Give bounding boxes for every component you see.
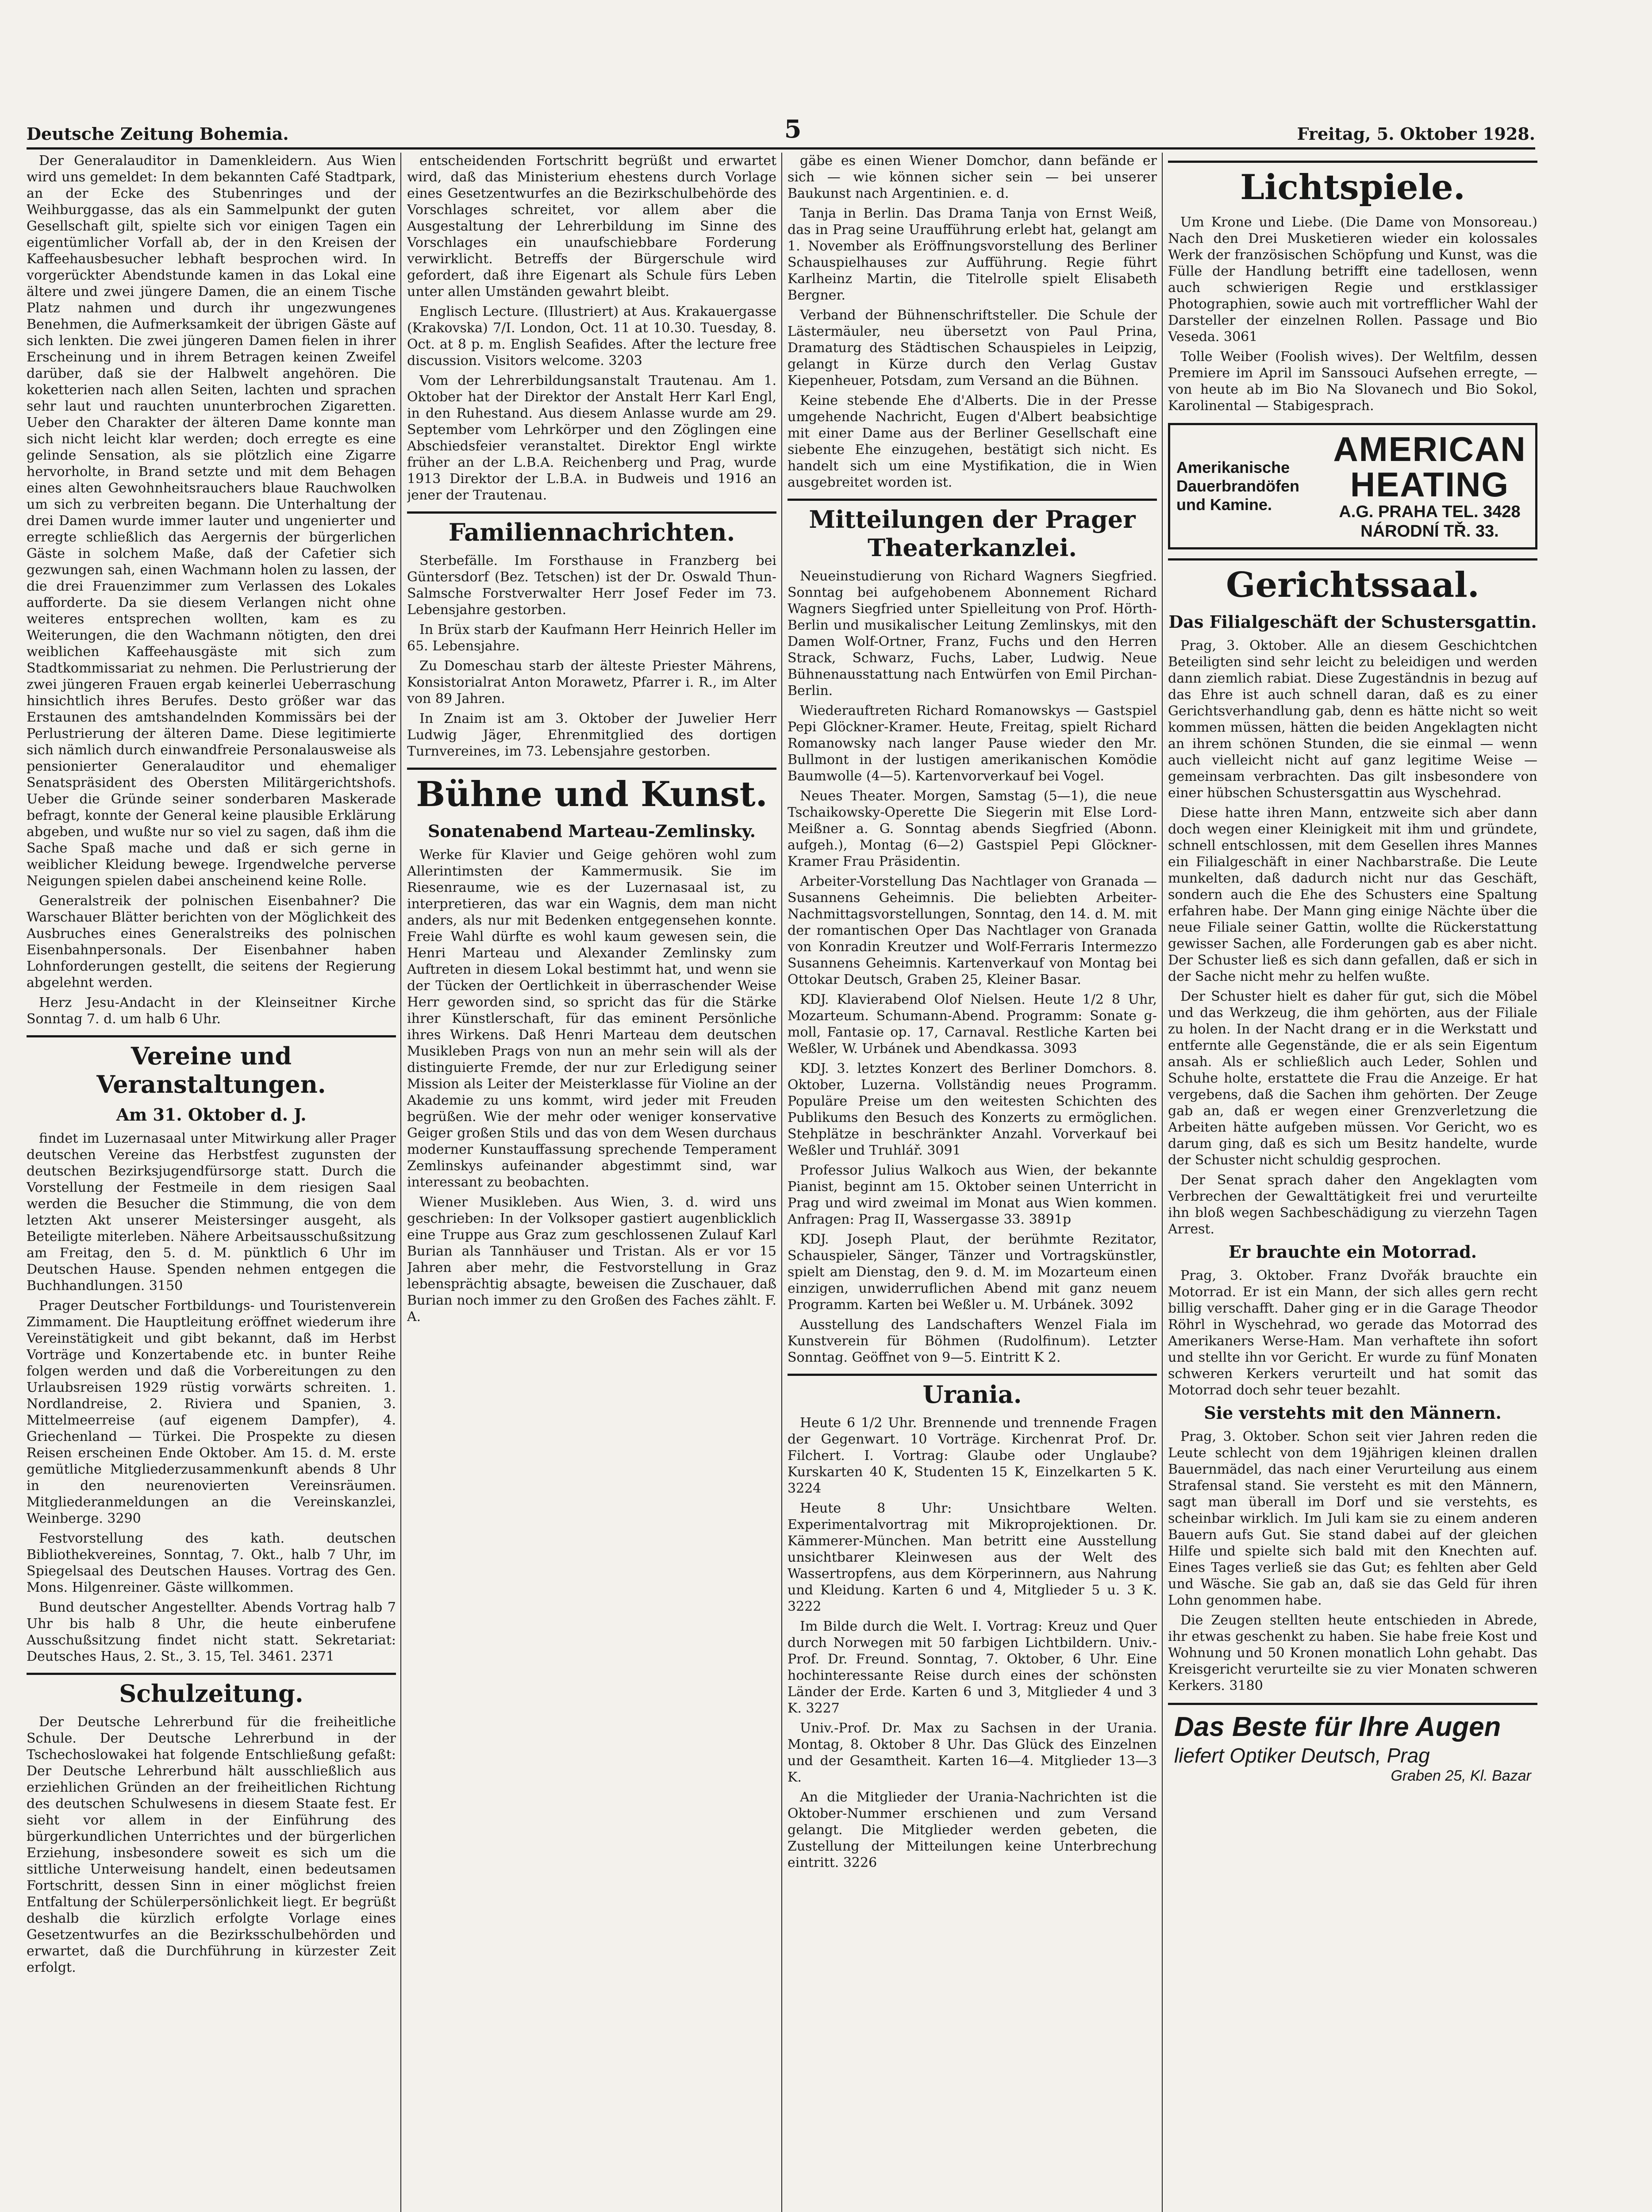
column-divider bbox=[400, 153, 401, 2212]
article-domchor-konzert: KDJ. 3. letztes Konzert des Berliner Domchors. 8. Oktober, Luzerna. Vollständig neues Programm. Populäre Preise um den weitesten Schichten des Publikums den Besuch des Konzerts zu ermöglichen. Stehplätze in beschränkter Anzahl. Vorverkauf bei Weßler und Truhlář. 3091 bbox=[788, 1061, 1157, 1158]
section-heading-lichtspiele: Lichtspiele. bbox=[1168, 161, 1537, 208]
article-fortbildungsverein: Prager Deutscher Fortbildungs- und Touristenverein Zimmament. Die Hauptleitung eröffnet wiederum ihre Vereinstätigkeit und gibt bekannt, daß im Herbst Vorträge und Konzertabende etc. in bunter Reihe folgen werden und daß die Vorbereitungen zu den Urlaubsreisen 1929 rüstig vorwärts schreiten. 1. Nordlandreise, 2. Riviera und Spanien, 3. Mittelmeerreise (auf eigenem Dampfer), 4. Griechenland — Türkei. Die Prospekte zu diesen Reisen erscheinen Ende Oktober. Am 15. d. M. erste gemütliche Mitgliederzusammenkunft abends 8 Uhr in den neurenovierten Vereinsräumen. Mitgliederanmeldungen an die Vereinskanzlei, Weinberge. 3290 bbox=[27, 1298, 396, 1526]
subheading-sonatenabend: Sonatenabend Marteau-Zemlinsky. bbox=[428, 821, 756, 841]
ad-optiker-headline: Das Beste für Ihre Augen bbox=[1174, 1712, 1501, 1742]
article-lehrerbund: Der Deutsche Lehrerbund für die freiheitliche Schule. Der Deutsche Lehrerbund in der Tschechoslowakei hat folgende Entschließung gefaßt: Der Deutsche Lehrerbund hält ausschließlich aus erziehlichen Gründen an der freiheitlichen Richtung des deutschen Schulwesens in diesem Staate fest. Er sieht vor allem in der Einführung des bürgerkundlichen Unterrichtes und der bürgerlichen Erziehung, insbesondere soweit es sich um die sittliche Unterweisung handelt, einen bedeutsamen Fortschritt, dessen Sinn in einer möglichst freien Entfaltung der Schülerpersönlichkeit liegt. Er begrüßt deshalb die kürzlich erfolgte Vorlage eines Gesetzentwurfes an die Bezirksschulbehörden und erwartet, daß die Durchführung in kürzester Zeit erfolgt. bbox=[27, 1714, 396, 1975]
section-heading-schulzeitung: Schulzeitung. bbox=[27, 1673, 396, 1708]
notice-andacht: Herz Jesu-Andacht in der Kleinseitner Kirche Sonntag 7. d. um halb 6 Uhr. bbox=[27, 995, 396, 1027]
subheading-filialgeschaeft: Das Filialgeschäft der Schustersgattin. bbox=[1168, 612, 1537, 632]
article-domchor-cont: gäbe es einen Wiener Domchor, dann befände er sich — wie können sicher sein — bei unserer Baukunst nach Argentinien. e. d. bbox=[788, 153, 1157, 201]
article-urania-norwegen: Im Bilde durch die Welt. I. Vortrag: Kreuz und Quer durch Norwegen mit 50 farbigen Lichtbildern. Univ.-Prof. Dr. Freund. Sonntag, 7. Oktober, 6 Uhr. Eine hochinteressante Reise durch eines der schönsten Länder der Erde. Karten 6 und 3, Mitglieder 4 und 3 K. 3227 bbox=[788, 1619, 1157, 1716]
article-klavierabend: KDJ. Klavierabend Olof Nielsen. Heute 1/2 8 Uhr, Mozarteum. Schumann-Abend. Programm: Sonate g-moll, Fantasie op. 17, Carnaval. Restliche Karten bei Weßler, W. Urbánek und Abendkassa. 3093 bbox=[788, 992, 1157, 1056]
ad-optiker-address: Graben 25, Kl. Bazar bbox=[1391, 1767, 1531, 1784]
article-sterbefall-domeschau: Zu Domeschau starb der älteste Priester Mährens, Konsistorialrat Anton Morawetz, Pfarrer i. R., im Alter von 89 Jahren. bbox=[407, 658, 776, 707]
ad-optiker-name: liefert Optiker Deutsch, Prag bbox=[1174, 1744, 1430, 1767]
article-tanja: Tanja in Berlin. Das Drama Tanja von Ernst Weiß, das in Prag seine Uraufführung erlebt hat, gelangt am 1. November als Eröffnungsvorstellung des Berliner Schauspielhauses zur Aufführung. Regie führt Karlheinz Martin, die Titelrolle spielt Elisabeth Bergner. bbox=[788, 206, 1157, 303]
article-urania-welten: Heute 8 Uhr: Unsichtbare Welten. Experimentalvortrag mit Mikroprojektionen. Dr. Kämmerer-München. Man betritt eine Ausstellung unsichtbarer Kleinwesen aus der Welt des Wassertropfens, aus dem Körperinnern, aus Nahrung und Kleidung. Karten 6 und 4, Mitglieder 5 u. 3 K. 3222 bbox=[788, 1501, 1157, 1614]
ad-address-line-2: NÁRODNÍ TŘ. 33. bbox=[1360, 522, 1499, 541]
advertisement-optiker-deutsch bbox=[1168, 1703, 1537, 1790]
article-siegfried: Neueinstudierung von Richard Wagners Siegfried. Sonntag bei aufgehobenem Abonnement Richard Wagners Siegfried unter Spielleitung von Prof. Hörth-Berlin und musikalischer Leitung Zemlinskys, mit den Damen Wolf-Ortner, Franz, Fuchs und den Herren Strack, Schwarz, Fuchs, Laber, Ludwig. Neue Bühnenausstattung nach Entwürfen von Emil Pirchan-Berlin. bbox=[788, 568, 1157, 699]
article-maennern-2: Die Zeugen stellten heute entschieden in Abrede, ihr etwas geschenkt zu haben. Sie habe freie Kost und Wohnung und 50 Kronen monatlich Lohn gehabt. Das Kreisgericht verurteilte sie zu vier Monaten schweren Kerkers. 3180 bbox=[1168, 1613, 1537, 1694]
article-sterbefaelle: Sterbefälle. Im Forsthause in Franzberg bei Güntersdorf (Bez. Tetschen) ist der Dr. Oswald Thun-Salmsche Forstverwalter Herr Josef Feder im 73. Lebensjahre gestorben. bbox=[407, 553, 776, 618]
column-3 bbox=[788, 153, 1157, 2212]
article-tolle-weiber: Tolle Weiber (Foolish wives). Der Weltfilm, dessen Premiere im April im Sanssouci Aufsehen erregte, — von heute ab im Bio Na Slovanech und Bio Sokol, Karolinental — Stabigesprach. bbox=[1168, 349, 1537, 414]
article-fiala: Ausstellung des Landschafters Wenzel Fiala im Kunstverein für Böhmen (Rudolfinum). Letzter Sonntag. Geöffnet von 9—5. Eintritt K 2. bbox=[788, 1317, 1157, 1365]
article-arbeiter-vorstellung: Arbeiter-Vorstellung Das Nachtlager von Granada — Susannens Geheimnis. Die beliebten Arbeiter-Nachmittagsvorstellungen, Sonntag, den 14. d. M. mit der romantischen Oper Das Nachtlager von Granada von Konradin Kreutzer und Wolf-Ferraris Intermezzo Susannens Geheimnis. Kartenverkauf von Montag bei Ottokar Deutsch, Graben 25, Kleiner Basar. bbox=[788, 874, 1157, 987]
ad-tagline: Amerikanische Dauerbrandöfen und Kamine. bbox=[1176, 458, 1300, 514]
article-dalbert: Keine stebende Ehe d'Alberts. Die in der Presse umgehende Nachricht, Eugen d'Albert beabsichtige mit einer Dame aus der Berliner Gesellschaft eine siebente Ehe einzugehen, bestätigt sich nicht. Es handelt sich um eine Mystifikation, die in Wien ausgebreitet worden ist. bbox=[788, 393, 1157, 490]
section-heading-urania: Urania. bbox=[788, 1374, 1157, 1409]
article-urania-nachrichten: An die Mitglieder der Urania-Nachrichten ist die Oktober-Nummer erschienen und zum Versand gelangt. Die Mitglieder werden gebeten, die Zustellung der Mitteilungen keine Unterbrechung eintritt. 3226 bbox=[788, 1790, 1157, 1870]
article-filialgeschaeft-4: Der Senat sprach daher den Angeklagten vom Verbrechen der Gewalttätigkeit frei und verurteilte ihn bloß wegen Sachbeschädigung zu vierzehn Tagen Arrest. bbox=[1168, 1172, 1537, 1237]
article-lehrerbund-cont: entscheidenden Fortschritt begrüßt und erwartet wird, daß das Ministerium ehestens durch Vorlage eines Gesetzentwurfes an die Bezirkschulbehörde des Vorschlages schreitet, vor allem aber die Ausgestaltung der Lehrerbildung im Sinne des Vorschlages ein unaufschiebbare Forderung verwirklicht. Betreffs der Bürgerschule wird gefordert, daß ihre Eigenart als Schule fürs Leben unter allen Umständen gewahrt bleibt. bbox=[407, 153, 776, 300]
article-krone-liebe: Um Krone und Liebe. (Die Dame von Monsoreau.) Nach den Drei Musketieren wieder ein kolossales Werk der französischen Schöpfung und Kunst, was die Fülle der Handlung betrifft eine tadellosen, wenn auch schwierigen Regie und erstklassiger Photographien, sowie auch mit vortrefflicher Wahl der Darsteller der einzelnen Rollen. Passage und Bio Veseda. 3061 bbox=[1168, 215, 1537, 345]
ad-brand-block bbox=[1330, 431, 1529, 541]
article-motorrad: Prag, 3. Oktober. Franz Dvořák brauchte ein Motorrad. Er ist ein Mann, der sich alles gern recht billig verschafft. Daher ging er in die Garage Theodor Röhrl in Wyschehrad, wo gerade das Motorrad des Amerikaners Werse-Ham. Man verhaftete ihn sofort und stellte ihn vor Gericht. Er wurde zu fünf Monaten schweren Kerkers verurteilt und hat somit das Motorrad doch sehr teuer bezahlt. bbox=[1168, 1268, 1537, 1398]
article-wiener-musikleben: Wiener Musikleben. Aus Wien, 3. d. wird uns geschrieben: In der Volksoper gastiert augenblicklich eine Truppe aus Graz zum geschlossenen Zulauf Karl Burian als Tannhäuser und Tristan. Als er vor 15 Jahren aber mehr, die Festvorstellung in Graz lebensprächtig absagte, beweisen die Zuschauer, daß Burian noch immer zu den Großen des Faches zählt. F. A. bbox=[407, 1194, 776, 1325]
article-maennern-1: Prag, 3. Oktober. Schon seit vier Jahren reden die Leute schlecht von dem 19jährigen kleinen drallen Bauernmädel, das nach einer Verurteilung aus einem Strafensal stand. Sie versteht es mit den Männern, sagt man überall im Dorf und sie verstehts, es scheinbar wirklich. Im Juli kam sie zu einem anderen Bauern aufs Gut. Sie stand dabei auf der gleichen Hilfe und spielte sich bald mit den Knechten auf. Eines Tages verließ sie das Gut; es fehlten aber Geld und Wäsche. Sie gab an, daß sie das Geld für ihren Lohn genommen habe. bbox=[1168, 1429, 1537, 1608]
article-filialgeschaeft-2: Diese hatte ihren Mann, entzweite sich aber dann doch wegen einer Kleinigkeit mit ihm und gründete, schnell entschlossen, mit dem Gesellen ihres Mannes ein Filialgeschäft in einer Nachbarstraße. Die Leute munkelten, daß dadurch nicht nur das Geschäft, sondern auch die Ehe des Schusters eine Spaltung erfahren habe. Der Mann ging einige Nächte über die neue Filiale seiner Gattin, wollte die Rückerstattung gewisser Sachen, alle Forderungen gab es aber nicht. Der Schuster ließ es sich dann gefallen, daß er sich in der Sache nicht mehr zu helfen wußte. bbox=[1168, 805, 1537, 984]
article-sonatenabend: Werke für Klavier und Geige gehören wohl zum Allerintimsten der Kammermusik. Sie im Riesenraume, wie es der Luzernasaal ist, zu interpretieren, das war ein Wagnis, dem man nicht anders, als nur mit Bedenken entgegensehen konnte. Freie Wahl dürfte es wohl kaum gewesen sein, die Henri Marteau und Alexander Zemlinsky zum Auftreten in diesem Lokal bestimmt hat, und wenn sie der Tücken der Oertlichkeit in überraschender Weise Herr geworden sind, so spricht das für die Stärke ihrer Künstlerschaft, für das eminent Persönliche ihres Wirkens. Daß Henri Marteau dem deutschen Musikleben Prags von nun an mehr sein will als der distinguierte Fremde, der nur zur Erledigung seiner Mission als Leiter der Meisterklasse für Violine an der Akademie zu uns kommt, wird jeder mit Freuden begrüßen. Wie der mehr oder weniger konservative Geiger großen Stils und das von dem Wesen durchaus moderner Kunstauffassung sprechende Temperament Zemlinskys aufeinander abgestimmt sind, war interessant zu beobachten. bbox=[407, 847, 776, 1190]
section-heading-buehne-kunst: Bühne und Kunst. bbox=[407, 768, 776, 815]
article-filialgeschaeft-1: Prag, 3. Oktober. Alle an diesem Geschichtchen Beteiligten sind sehr leicht zu beleidigen und werden dann ziemlich rabiat. Diese Zugeständnis in bezug auf das Ehre ist auch schnell daran, daß es zu einer Gerichtsverhandlung gab, denn es hätte nicht so weit kommen müssen, hätten die beiden Angeklagten nicht an ihrem schönen Stunden, die sie einmal — wenn auch vielleicht nicht auf ganz legitime Weise — gemeinsam verbrachten. Das gilt insbesondere von einer hübschen Schustersgattin aus Wyschehrad. bbox=[1168, 638, 1537, 801]
column-4 bbox=[1168, 153, 1537, 2212]
subheading-maennern: Sie verstehts mit den Männern. bbox=[1204, 1403, 1502, 1423]
article-herbstfest: findet im Luzernasaal unter Mitwirkung aller Prager deutschen Vereine das Herbstfest zugunsten der deutschen Bezirksjugendfürsorge statt. Durch die Vorstellung der Festmeile in dem riesigen Saal werden die Besucher die Stimmung, die von dem letzten Akt unserer Meistersinger ausgeht, als Beteiligte miterleben. Nähere Arbeitsausschußsitzung am Freitag, den 5. d. M. pünktlich 6 Uhr im Deutschen Hause. Spenden nehmen entgegen die Buchhandlungen. 3150 bbox=[27, 1131, 396, 1294]
article-angestellter: Bund deutscher Angestellter. Abends Vortrag halb 7 Uhr bis halb 8 Uhr, die heute einberufene Ausschußsitzung findet nicht statt. Sekretariat: Deutsches Haus, 2. St., 3. 15, Tel. 3461. 2371 bbox=[27, 1600, 396, 1664]
ad-address-line-1: A.G. PRAHA TEL. 3428 bbox=[1339, 503, 1521, 521]
article-walkoch: Professor Julius Walkoch aus Wien, der bekannte Pianist, beginnt am 15. Oktober seinen Unterricht in Prag und wird zweimal im Monat aus Wien kommen. Anfragen: Prag II, Wassergasse 33. 3891p bbox=[788, 1163, 1157, 1227]
article-urania-sachsen: Univ.-Prof. Dr. Max zu Sachsen in der Urania. Montag, 8. Oktober 8 Uhr. Das Glück des Einzelnen und der Gesamtheit. Karten 16—4. Mitglieder 13—3 K. bbox=[788, 1720, 1157, 1785]
column-1 bbox=[27, 153, 396, 2212]
subheading-motorrad: Er brauchte ein Motorrad. bbox=[1228, 1242, 1477, 1262]
masthead bbox=[27, 113, 1535, 150]
page-number: 5 bbox=[784, 115, 802, 144]
section-heading-theaterkanzlei: Mitteilungen der Prager Theaterkanzlei. bbox=[788, 499, 1157, 562]
column-2 bbox=[407, 153, 776, 2212]
article-bibliothekverein: Festvorstellung des kath. deutschen Bibliothekvereines, Sonntag, 7. Okt., halb 7 Uhr, im Spiegelsaal des Deutschen Hauses. Vortrag des Gen. Mons. Hilgenreiner. Gäste willkommen. bbox=[27, 1531, 396, 1595]
issue-date: Freitag, 5. Oktober 1928. bbox=[1297, 124, 1535, 144]
article-english-lecture: Englisch Lecture. (Illustriert) at Aus. Krakauergasse (Krakovska) 7/I. London, Oct. 11 at 10.30. Tuesday, 8. Oct. at 8 p. m. English Seafides. After the lecture free discussion. Visitors welcome. 3203 bbox=[407, 304, 776, 369]
column-divider bbox=[1162, 153, 1163, 2212]
newspaper-name: Deutsche Zeitung Bohemia. bbox=[27, 124, 289, 144]
article-buehnenschriftsteller: Verband der Bühnenschriftsteller. Die Schule der Lästermäuler, neu übersetzt von Paul Prina, Dramaturg des Städtischen Schauspieles in Leipzig, gelangt in Kürze durch den Verlag Gustav Kiepenheuer, Potsdam, zum Versand an die Bühnen. bbox=[788, 307, 1157, 388]
article-lehrerbildungsanstalt: Vom der Lehrerbildungsanstalt Trautenau. Am 1. Oktober hat der Direktor der Anstalt Herr Karl Engl, in den Ruhestand. Aus diesem Anlasse wurde am 29. September vom Lehrkörper und den Zöglingen eine Abschiedsfeier veranstaltet. Direktor Engl wirkte früher an der L.B.A. Reichenberg und Prag, wurde 1913 Direktor der L.B.A. in Budweis und 1916 an jener der Trautenau. bbox=[407, 373, 776, 503]
article-plaut: KDJ. Joseph Plaut, der berühmte Rezitator, Schauspieler, Sänger, Tänzer und Vortragskünstler, spielt am Dienstag, den 9. d. M. im Mozarteum einen einzigen, unwiderruflichen Abend mit ganz neuem Programm. Karten bei Weßler u. M. Urbánek. 3092 bbox=[788, 1232, 1157, 1313]
ad-brand: AMERICAN HEATING bbox=[1333, 430, 1526, 504]
subheading-31-oktober: Am 31. Oktober d. J. bbox=[116, 1105, 307, 1125]
article-sterbefall-bruex: In Brüx starb der Kaufmann Herr Heinrich Heller im 65. Lebensjahre. bbox=[407, 622, 776, 654]
section-heading-gerichtssaal: Gerichtssaal. bbox=[1168, 558, 1537, 606]
section-heading-vereine: Vereine und Veranstaltungen. bbox=[27, 1035, 396, 1098]
article-romanowsky: Wiederauftreten Richard Romanowskys — Gastspiel Pepi Glöckner-Kramer. Heute, Freitag, spielt Richard Romanowsky nach langer Pause wieder den Mr. Bullmont in der lustigen amerikanischen Komödie Baumwolle (4—5). Kartenvorverkauf bei Vogel. bbox=[788, 703, 1157, 784]
article-neues-theater: Neues Theater. Morgen, Samstag (5—1), die neue Tschaikowsky-Operette Die Siegerin mit Else Lord-Meißner a. G. Sonntag abends Siegfried (Abonn. aufgeh.), Montag (6—2) Gastspiel Pepi Glöckner-Kramer Frau Präsidentin. bbox=[788, 788, 1157, 869]
article-filialgeschaeft-3: Der Schuster hielt es daher für gut, sich die Möbel und das Werkzeug, die ihm gehörten, aus der Filiale zu holen. In der Nacht drang er in die Werkstatt und entfernte alle Gegenstände, die er als sein Eigentum ansah. Als er schließlich auch Leder, Sohlen und Schuhe holte, erstattete die Frau die Anzeige. Er hat vergebens, daß die Sachen ihm gehörten. Der Zeuge gab an, daß er wegen einer Grenzverletzung die Arbeiten hätte aufgeben müssen. Vor Gericht, wo es darum ging, daß es sich um Besitz handelte, wurde der Schuster nicht schuldig gesprochen. bbox=[1168, 989, 1537, 1168]
section-heading-familiennachrichten: Familiennachrichten. bbox=[407, 511, 776, 546]
article-eisenbahner: Generalstreik der polnischen Eisenbahner? Die Warschauer Blätter berichten von der Möglichkeit des Ausbruches eines Generalstreiks des polnischen Eisenbahnpersonals. Der Eisenbahner haben Lohnforderungen gestellt, die seitens der Regierung abgelehnt werden. bbox=[27, 893, 396, 991]
article-urania-fragen: Heute 6 1/2 Uhr. Brennende und trennende Fragen der Gegenwart. 10 Vorträge. Kirchenrat Prof. Dr. Filchert. I. Vortrag: Glaube oder Unglaube? Kurskarten 40 K, Studenten 15 K, Einzelkarten 5 K. 3224 bbox=[788, 1415, 1157, 1496]
column-divider bbox=[781, 153, 782, 2212]
advertisement-american-heating bbox=[1168, 423, 1537, 549]
article-generalauditor: Der Generalauditor in Damenkleidern. Aus Wien wird uns gemeldet: In dem bekannten Café Stadtpark, an der Ecke des Stubenringes und der Weihburggasse, das als ein Sammelpunkt der guten Gesellschaft gilt, spielte sich vor einigen Tagen ein eigentümlicher Vorfall ab, der in den Kreisen der Kaffeehausbesucher lebhaft besprochen wird. In vorgerückter Abendstunde kamen in das Lokal eine ältere und zwei jüngere Damen, die an einem Tische Platz nahmen und durch ihr ungezwungenes Benehmen, die Aufmerksamkeit der übrigen Gäste auf sich lenkten. Die zwei jüngeren Damen fielen in ihrer Erscheinung und in ihrem Betragen keinen Zweifel darüber, daß sie der Halbwelt angehören. Die koketterien nach allen Seiten, lachten und sprachen sehr laut und rauchten ununterbrochen Zigaretten. Ueber den Charakter der älteren Dame konnte man sich nicht leicht klar werden; doch erregte es eine gelinde Sensation, als sie plötzlich eine Zigarre hervorholte, in Brand setzte und mit dem Behagen eines alten Gewohnheitsrauchers blaue Rauchwolken um sich zu verbreiten begann. Die Unterhaltung der drei Damen wurde immer lauter und ungenierter und erregte schließlich das Aergernis der bürgerlichen Gäste in solchem Maße, daß der Cafetier sich gezwungen sah, einen Wachmann holen zu lassen, der die drei Frauenzimmer zum Verlassen des Lokales aufforderte. Da sie diesem Verlangen nicht ohne weiteres entsprechen wollten, kam es zu Weiterungen, die den Wachmann nötigten, den drei weiblichen Kaffeehausgäste mit sich zum Stadtkommissariat zu nehmen. Die Perlustrierung der zwei jüngeren Frauen ergab keinerlei Ueberraschung hinsichtlich ihres Berufes. Desto größer war das Erstaunen des amtshandelnden Kommissärs bei der Perlustrierung der älteren Dame. Diese legitimierte sich nämlich durch einwandfreie Personalausweise als pensionierter Generalauditor und ehemaliger Senatspräsident des Obersten Militärgerichtshofs. Ueber die Gründe seiner sonderbaren Maskerade befragt, konnte der General keine plausible Erklärung abgeben, und wußte nur so viel zu sagen, daß ihm die Sache Spaß mache und daß er sich gerne in weiblicher Kleidung bewege. Irgendwelche perverse Neigungen spielen dabei anscheinend keine Rolle. bbox=[27, 153, 396, 889]
article-sterbefall-znaim: In Znaim ist am 3. Oktober der Juwelier Herr Ludwig Jäger, Ehrenmitglied des dortigen Turnvereines, im 73. Lebensjahre gestorben. bbox=[407, 711, 776, 759]
